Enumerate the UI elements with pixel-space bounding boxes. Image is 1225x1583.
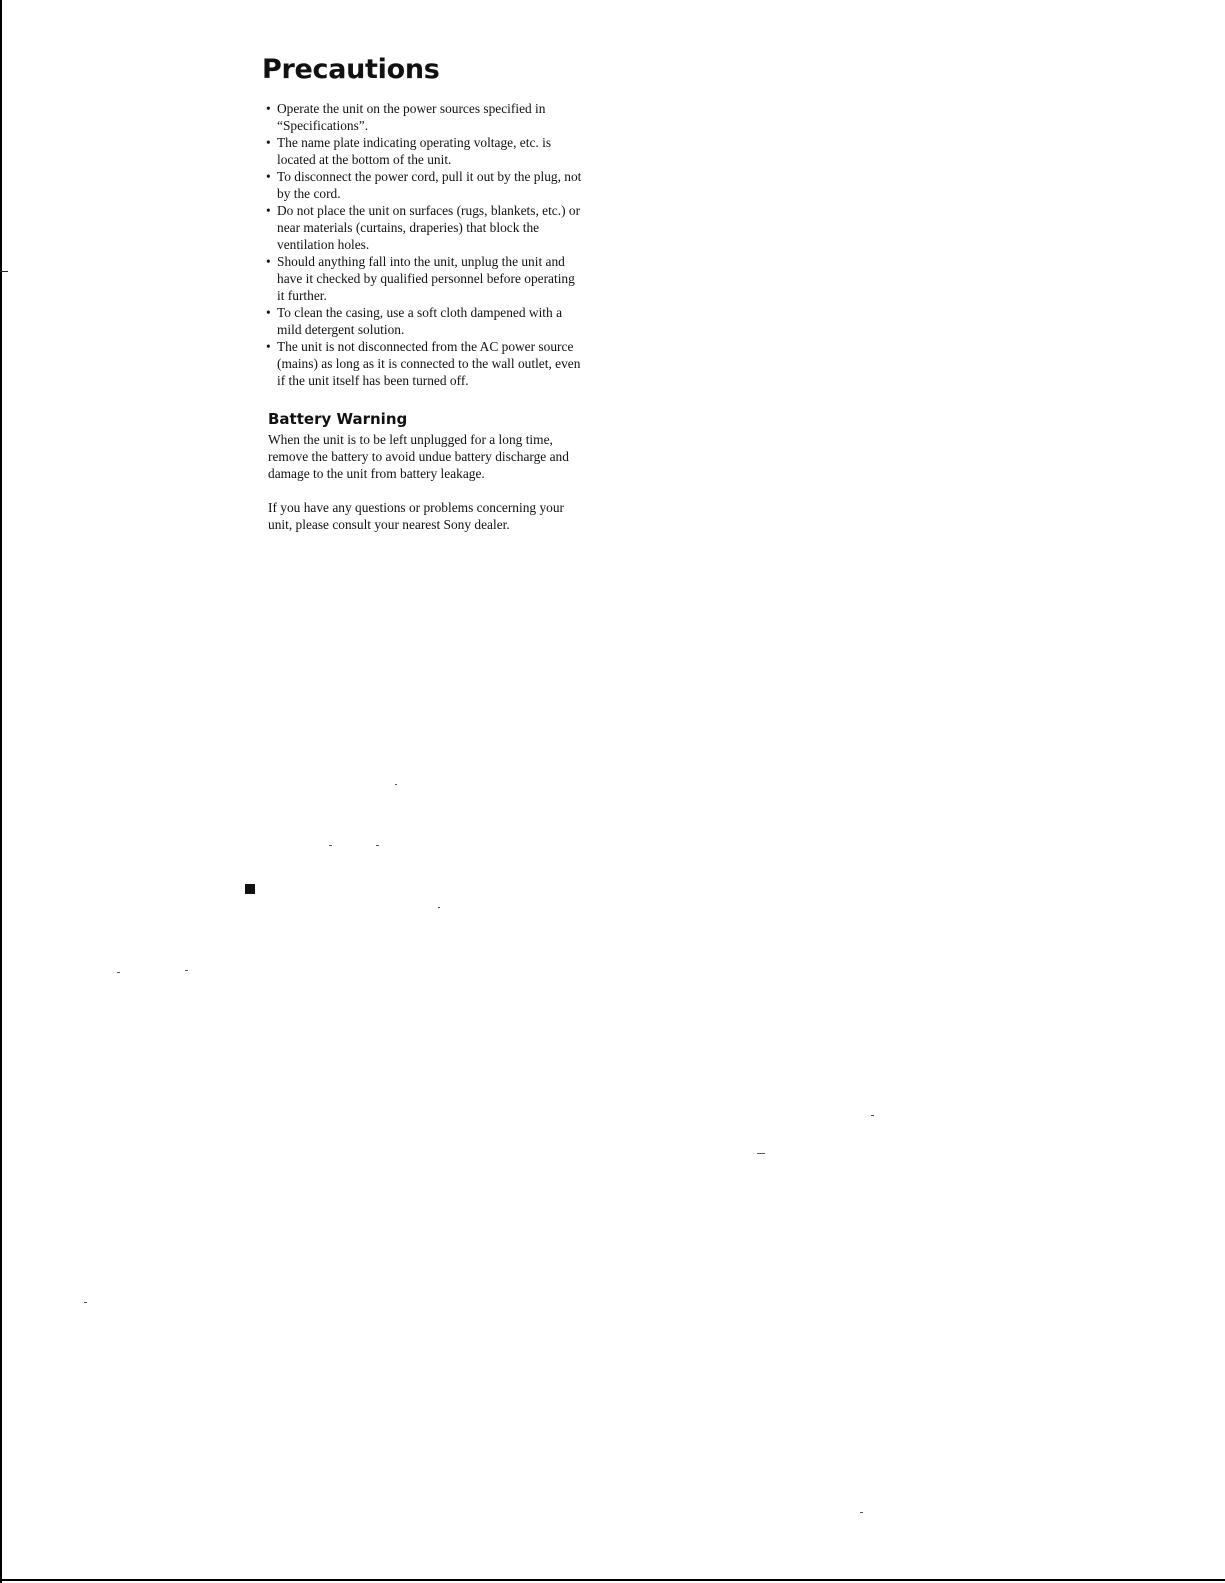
list-item: • To clean the casing, use a soft cloth dampened with a mild detergent solution. (266, 304, 582, 338)
page-title: Precautions (262, 54, 440, 85)
page-bottom-border (0, 1579, 1225, 1581)
scan-speck (329, 845, 332, 846)
scan-speck (117, 972, 120, 973)
scan-speck (395, 784, 397, 785)
end-mark-square (245, 884, 255, 894)
precautions-section (262, 52, 582, 533)
list-item: • To disconnect the power cord, pull it out by the plug, not by the cord. (266, 168, 582, 202)
scan-speck (860, 1512, 863, 1513)
list-item: • Operate the unit on the power sources specified in “Specifications”. (266, 100, 582, 134)
list-item: • Should anything fall into the unit, unplug the unit and have it checked by qualified personnel before operating it further. (266, 253, 582, 304)
list-item: • The unit is not disconnected from the AC power source (mains) as long as it is connected to the wall outlet, even if the unit itself has been turned off. (266, 338, 582, 389)
scan-speck (376, 845, 379, 846)
scan-speck (0, 271, 8, 272)
list-item: • The name plate indicating operating voltage, etc. is located at the bottom of the unit. (266, 134, 582, 168)
scan-speck (84, 1302, 87, 1303)
scan-speck (757, 1153, 765, 1154)
battery-warning-heading: Battery Warning (268, 410, 408, 428)
scan-speck (438, 907, 440, 908)
closing-text: If you have any questions or problems concerning your unit, please consult your nearest Sony dealer. (268, 500, 565, 532)
battery-warning-text: When the unit is to be left unplugged for a long time, remove the battery to avoid undue battery discharge and damage to the unit from battery leakage. (268, 432, 569, 481)
list-item: • Do not place the unit on surfaces (rugs, blankets, etc.) or near materials (curtains, draperies) that block the ventilation holes. (266, 202, 582, 253)
precautions-list (262, 100, 582, 389)
page-left-border (0, 0, 2, 1583)
scan-speck (871, 1115, 874, 1116)
scan-speck (185, 970, 188, 971)
